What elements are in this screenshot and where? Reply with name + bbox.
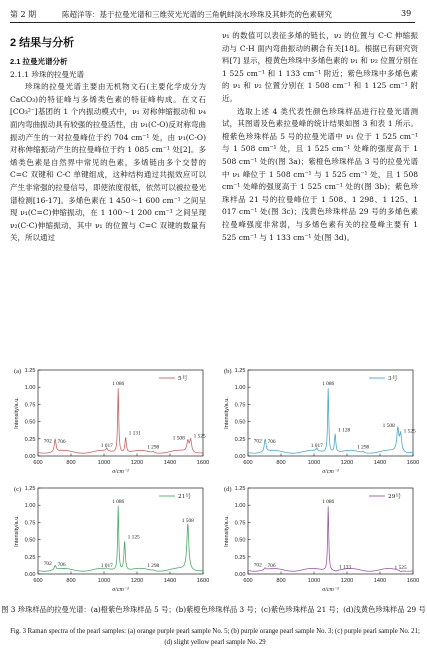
legend-label: 29号	[388, 494, 402, 500]
body-paragraph: 珍珠的拉曼光谱主要由无机物文石(主要化学成分为 CaCO₃)的特征峰与多烯类色素的特征峰构成。在文石[CO₃²⁻]基团的 1 个内振动模式中，ν₁ 对称伸缩振动和 ν₄ 面内弯曲振动具有较强的拉曼活性，由 ν₁(C-O)反对称弯曲振动产生的一对拉曼峰位于约 704 cm⁻¹ 处，由 ν₁(C-O)对称伸缩振动产生的拉曼峰位于约 1 085 cm⁻¹ 处[2]。多烯类色素是自然界中常见的色素，多烯链由多个交替的 C=C 双键和 C-C 单键组成，这种结构通过共振效应可以产生非常强的拉曼信号，即使浓度很低，依然可以被拉曼光谱检测[16-17]。多烯色素在 1 450～1 600 cm⁻¹ 之间呈现 ν₁(C=C)伸缩振动，在 1 100～1 200 cm⁻¹ 之间呈现 ν₂(C-C)伸缩振动，其中 ν₁ 的位置与 C=C 双键的数量有关，所以通过	[10, 82, 206, 243]
peak-label: 702	[43, 438, 52, 445]
y-tick-label: 0.50	[24, 419, 36, 426]
y-tick-label: 0.00	[234, 454, 246, 460]
x-tick-label: 600	[33, 460, 43, 466]
x-tick-label: 800	[66, 460, 76, 466]
issue-number: 第 2 期	[10, 10, 37, 19]
x-axis-label: σ/cm⁻¹	[322, 469, 339, 475]
figure-caption-en: Fig. 3 Raman spectra of the pearl samples: (a) orange purple pearl sample No. 5; (b) purple orange pearl sample No. 3; (c) purple pearl sample No. 21; (d) slight yellow pearl sample No. 29	[10, 628, 420, 646]
peak-label: 706	[57, 438, 66, 445]
y-tick-label: 1.00	[24, 385, 36, 392]
y-tick-label: 0.75	[234, 520, 246, 527]
peak-label: 1 298	[147, 444, 160, 451]
y-tick-label: 1.25	[234, 368, 246, 374]
x-tick-label: 1200	[340, 460, 354, 466]
x-tick-label: 800	[276, 578, 286, 584]
y-tick-label: 1.00	[234, 385, 246, 392]
x-tick-label: 1600	[406, 460, 420, 466]
x-axis-label: σ/cm⁻¹	[112, 587, 129, 593]
peak-label: 1 131	[128, 430, 141, 437]
peak-label: 1 086	[322, 381, 335, 388]
raman-spectrum-chart-c	[8, 480, 213, 600]
peak-label: 706	[57, 561, 66, 568]
y-tick-label: 0.25	[24, 554, 36, 561]
x-tick-label: 1200	[130, 578, 144, 584]
y-axis-label: Intensity/a.u.	[224, 397, 230, 429]
figure-panel-c	[8, 480, 213, 604]
peak-label: 1 128	[338, 427, 351, 434]
raman-spectrum-chart-a	[8, 362, 213, 482]
x-tick-label: 1400	[373, 460, 387, 466]
y-tick-label: 0.00	[234, 572, 246, 578]
x-tick-label: 1200	[130, 460, 144, 466]
page-number: 39	[401, 9, 412, 18]
y-tick-label: 0.00	[24, 572, 36, 578]
y-tick-label: 0.50	[24, 537, 36, 544]
x-tick-label: 600	[243, 460, 253, 466]
figure-panel-a	[8, 362, 213, 486]
legend-label: 5号	[178, 376, 188, 382]
y-tick-label: 0.75	[24, 402, 36, 409]
peak-label: 1 525	[193, 433, 206, 440]
peak-label: 1 017	[310, 443, 323, 450]
peak-label: 1 133	[338, 564, 352, 571]
x-tick-label: 600	[33, 578, 43, 584]
x-axis-label: σ/cm⁻¹	[322, 587, 339, 593]
x-tick-label: 1000	[97, 578, 111, 584]
peak-label: 1 086	[322, 499, 335, 506]
right-column	[222, 30, 418, 244]
y-tick-label: 1.25	[24, 368, 36, 374]
legend-label: 3号	[388, 376, 398, 382]
peak-label: 1 298	[357, 444, 370, 451]
y-tick-label: 1.25	[24, 486, 36, 492]
raman-spectrum-chart-b	[218, 362, 423, 482]
header-rule	[10, 22, 415, 23]
x-tick-label: 1400	[163, 578, 177, 584]
x-tick-label: 800	[276, 460, 286, 466]
y-tick-label: 1.25	[234, 486, 246, 492]
y-axis-label: Intensity/a.u.	[224, 515, 230, 547]
y-tick-label: 0.25	[234, 554, 246, 561]
figure-panel-b	[218, 362, 423, 486]
y-tick-label: 1.00	[24, 503, 36, 510]
x-tick-label: 1000	[307, 578, 321, 584]
x-tick-label: 1600	[196, 460, 210, 466]
peak-label: 706	[267, 563, 276, 570]
spectrum-line	[248, 506, 413, 571]
y-tick-label: 0.50	[234, 419, 246, 426]
x-tick-label: 800	[66, 578, 76, 584]
peak-label: 1 086	[112, 499, 125, 506]
legend-label: 21号	[178, 494, 192, 500]
body-paragraph-results: 选取上述 4 类代表性颜色珍珠样品进行拉曼光谱测试，其图谱及色素拉曼峰的统计结果如图 3 和表 1 所示。橙紫色珍珠样品 5 号的拉曼光谱中 ν₁ 位于 1 525 cm⁻¹ 与 1 508 cm⁻¹ 处，且 1 525 cm⁻¹ 处峰的强度高于 1 508 cm⁻¹ 处的(图 3a)；紫橙色珍珠样品 3 号的拉曼光谱中 ν₁ 峰位于 1 508 cm⁻¹ 与 1 525 cm⁻¹ 处，且 1 508 cm⁻¹ 处峰的强度高于 1 525 cm⁻¹ 处的(图 3b)；紫色珍珠样品 21 号的拉曼峰位于 1 508、1 298、1 125、1 017 cm⁻¹ 处(图 3c)；浅黄色珍珠样品 29 号的多烯色素拉曼峰强度非常弱，与多烯色素有关的拉曼峰主要有 1 525 cm⁻¹ 与 1 133 cm⁻¹ 处(图 3d)。	[222, 106, 418, 242]
panel-label: (d)	[224, 486, 232, 493]
x-axis-label: σ/cm⁻¹	[112, 469, 129, 475]
subsection-title: 2.1 拉曼光谱分析	[10, 57, 68, 66]
x-tick-label: 1200	[340, 578, 354, 584]
y-tick-label: 0.50	[234, 537, 246, 544]
y-tick-label: 1.00	[234, 503, 246, 510]
left-column	[10, 30, 206, 245]
x-tick-label: 1600	[196, 578, 210, 584]
body-paragraph-continued: ν₁ 的数值可以表征多烯的链长，ν₂ 的位置与 C-C 伸缩振动与 C-H 面内弯曲振动的耦合有关[18]。根据已有研究资料[7] 显示，橙黄色珍珠中多烯色素的 ν₁ 和 ν₂ 位置分别在 1 525 cm⁻¹ 和 1 133 cm⁻¹ 附近；紫色珍珠中多烯色素的 ν₁ 和 ν₂ 位置分别在 1 508 cm⁻¹ 和 1 125 cm⁻¹ 附近。	[222, 31, 418, 103]
x-tick-label: 1400	[373, 578, 387, 584]
y-axis-label: Intensity/a.u.	[14, 397, 20, 429]
figure-caption-cn: 图 3 珍珠样品的拉曼光谱：(a)橙紫色珍珠样品 5 号；(b)紫橙色珍珠样品 3 号；(c)紫色珍珠样品 21 号；(d)浅黄色珍珠样品 29 号	[1, 605, 426, 614]
x-tick-label: 600	[243, 578, 253, 584]
y-tick-label: 0.75	[234, 402, 246, 409]
peak-label: 1 125	[127, 534, 140, 541]
y-tick-label: 0.25	[24, 436, 36, 443]
figure-panel-d	[218, 480, 423, 604]
y-axis-label: Intensity/a.u.	[14, 515, 20, 547]
panel-label: (a)	[14, 368, 22, 375]
peak-label: 1 017	[100, 563, 113, 570]
running-title: 陈超洋等：基于拉曼光谱和三维荧光光谱的三角帆蚌淡水珍珠及其蚌壳的色素研究	[62, 10, 332, 19]
section-title: 2 结果与分析	[10, 37, 75, 49]
peak-label: 1 508	[382, 423, 395, 430]
panel-label: (b)	[224, 368, 232, 375]
y-tick-label: 0.00	[24, 454, 36, 460]
peak-label: 1 086	[112, 381, 125, 388]
x-tick-label: 1400	[163, 460, 177, 466]
peak-label: 1 298	[147, 563, 160, 570]
peak-label: 1 508	[172, 435, 185, 442]
peak-label: 702	[253, 438, 262, 445]
peak-label: 1 525	[403, 428, 416, 435]
peak-label: 706	[267, 438, 276, 445]
panel-label: (c)	[14, 486, 22, 493]
x-tick-label: 1600	[406, 578, 420, 584]
x-tick-label: 1000	[307, 460, 321, 466]
peak-label: 1 525	[394, 565, 407, 572]
peak-label: 1 017	[100, 443, 113, 450]
peak-label: 1 508	[181, 517, 194, 524]
x-tick-label: 1000	[97, 460, 111, 466]
peak-label: 702	[253, 562, 262, 569]
raman-spectrum-chart-d	[218, 480, 423, 600]
subsubsection-title: 2.1.1 珍珠的拉曼光谱	[10, 69, 84, 79]
y-tick-label: 0.75	[24, 520, 36, 527]
y-tick-label: 0.25	[234, 436, 246, 443]
peak-label: 702	[43, 561, 52, 568]
page-header	[0, 0, 427, 24]
